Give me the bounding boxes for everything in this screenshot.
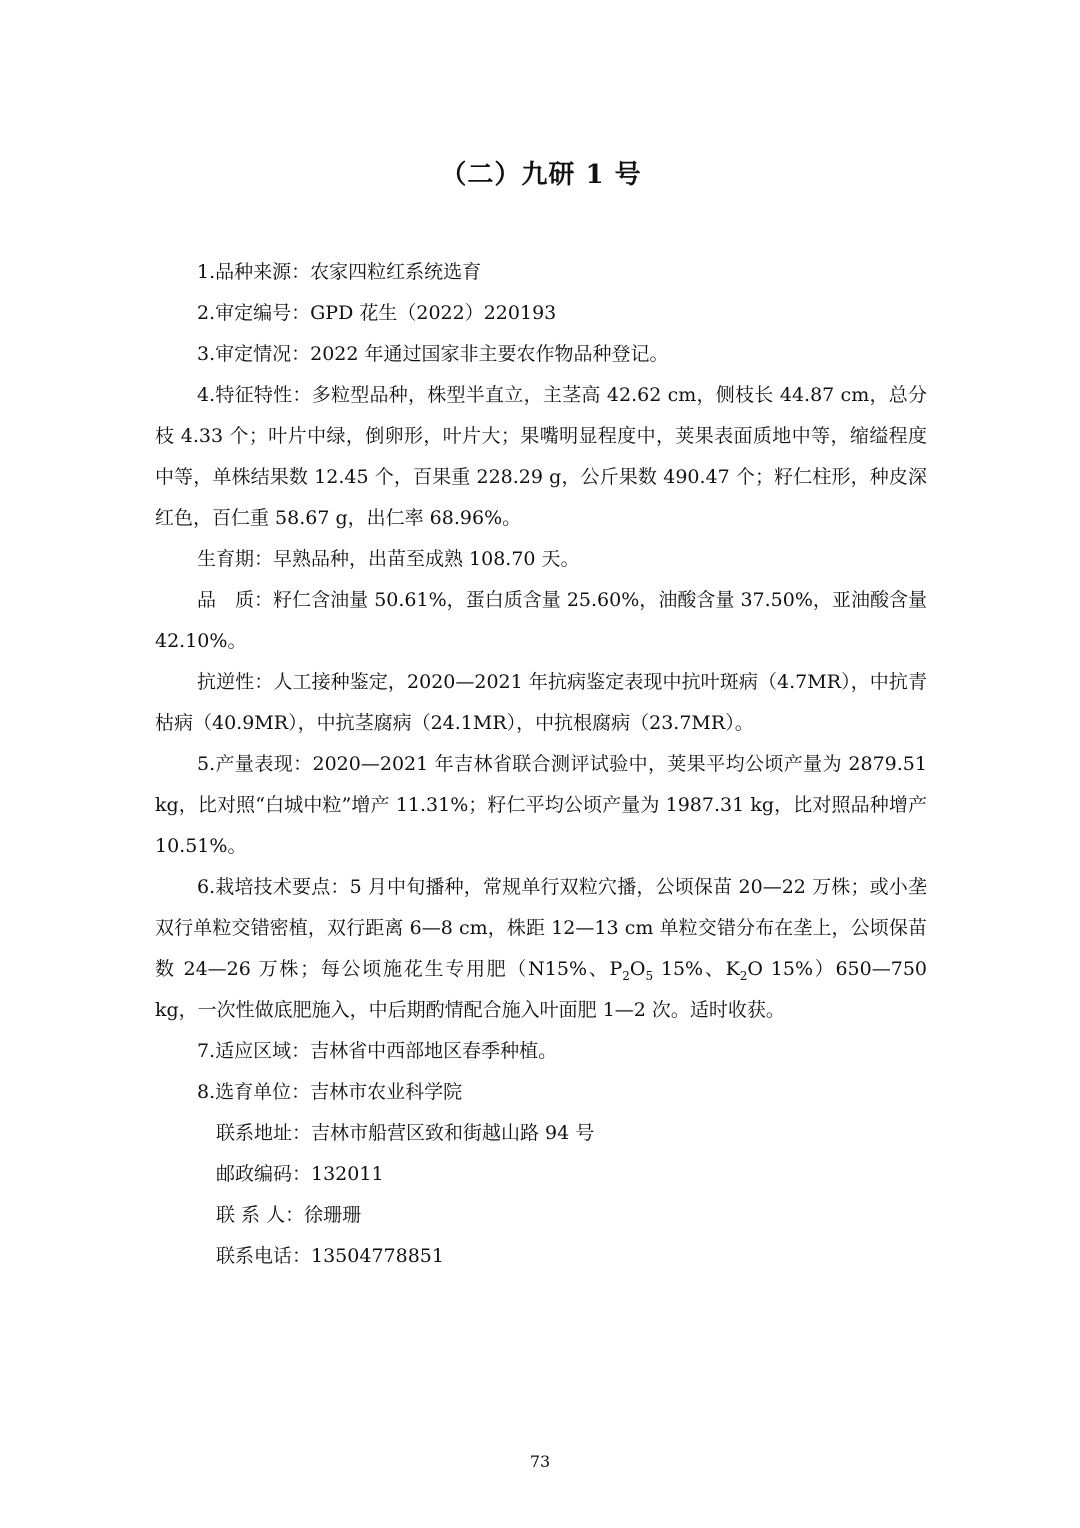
document-page — [155, 150, 927, 1277]
paragraph-quality: 品 质：籽仁含油量 50.61%，蛋白质含量 25.60%，油酸含量 37.50%，亚油酸含量 42.10%。 — [155, 589, 927, 652]
paragraph-resistance: 抗逆性：人工接种鉴定，2020—2021 年抗病鉴定表现中抗叶斑病（4.7MR），中抗青枯病（40.9MR），中抗茎腐病（24.1MR），中抗根腐病（23.7MR）。 — [155, 671, 927, 734]
cultivation-subscript-3: 2 — [739, 968, 748, 983]
contact-address: 联系地址：吉林市船营区致和街越山路 94 号 — [216, 1122, 595, 1144]
paragraph-variety-source: 1.品种来源：农家四粒红系统选育 — [197, 261, 482, 283]
paragraph-characteristics: 4.特征特性：多粒型品种，株型半直立，主茎高 42.62 cm，侧枝长 44.87 cm，总分枝 4.33 个；叶片中绿，倒卵形，叶片大；果嘴明显程度中，荚果表面质地中等，缩缢程度中等，单株结果数 12.45 个，百果重 228.29 g，公斤果数 490.47 个；籽仁柱形，种皮深红色，百仁重 58.67 g，出仁率 68.96%。 — [155, 384, 927, 529]
paragraph-adaptation-region: 7.适应区域：吉林省中西部地区春季种植。 — [197, 1040, 558, 1062]
cultivation-text-3: 15%、K — [653, 958, 740, 980]
paragraph-yield: 5.产量表现：2020—2021 年吉林省联合测评试验中，荚果平均公顷产量为 2879.51 kg，比对照“白城中粒”增产 11.31%；籽仁平均公顷产量为 1987.31 kg，比对照品种增产 10.51%。 — [155, 753, 927, 857]
paragraph-growth-period: 生育期：早熟品种，出苗至成熟 108.70 天。 — [197, 548, 580, 570]
cultivation-text-2: O — [629, 958, 646, 980]
cultivation-text-1: 6.栽培技术要点：5 月中旬播种，常规单行双粒穴播，公顷保苗 20—22 万株；或小垄双行单粒交错密植，双行距离 6—8 cm，株距 12—13 cm 单粒交错分布在垄上，公顷保苗数 24—26 万株；每公顷施花生专用肥（N15%、P — [155, 876, 927, 980]
page-title: （二）九研 1 号 — [440, 160, 642, 190]
cultivation-subscript-1: 2 — [622, 968, 630, 983]
page-number: 73 — [529, 1452, 551, 1471]
cultivation-text-4: O 15%）650—750 kg，一次性做底肥施入，中后期酌情配合施入叶面肥 1—2 次。适时收获。 — [155, 958, 927, 1021]
contact-postcode: 邮政编码：132011 — [216, 1163, 384, 1185]
paragraph-breeding-unit: 8.选育单位：吉林市农业科学院 — [197, 1081, 463, 1103]
cultivation-subscript-2: 5 — [645, 968, 654, 983]
paragraph-cultivation — [155, 867, 927, 1031]
contact-phone: 联系电话：13504778851 — [216, 1245, 444, 1267]
contact-person: 联 系 人：徐珊珊 — [216, 1204, 362, 1226]
paragraph-registration-number: 2.审定编号：GPD 花生（2022）220193 — [197, 302, 557, 324]
paragraph-registration-status: 3.审定情况：2022 年通过国家非主要农作物品种登记。 — [197, 343, 669, 365]
